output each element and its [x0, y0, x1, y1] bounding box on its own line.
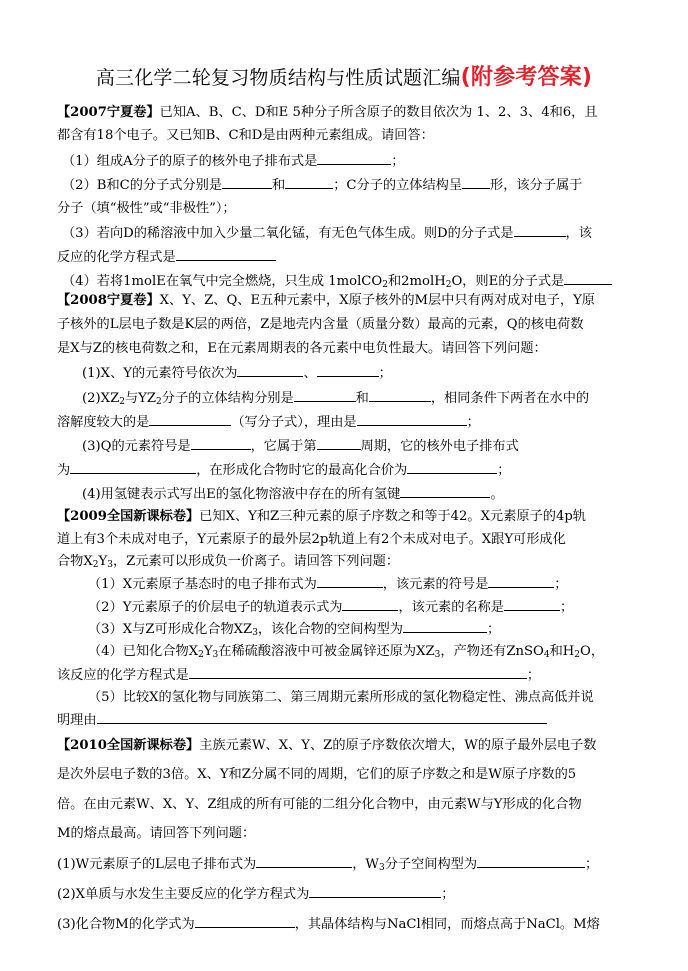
answer-blank	[317, 152, 391, 165]
q2009-question-5-cont: 明理由	[57, 711, 547, 730]
answer-blank	[403, 620, 487, 633]
answer-blank	[317, 575, 383, 588]
answer-blank	[400, 485, 490, 498]
answer-blank	[477, 855, 585, 868]
q2009-line-2: 道上有3个未成对电子，Y元素原子的最外层2p轨道上有2个未成对电子。X跟Y可形成化	[57, 532, 566, 547]
q2010-line-3: 倍。在由元素W、X、Y、Z组成的所有可能的二组分化合物中，由元素W与Y形成的化合物	[57, 797, 582, 812]
answer-blank	[462, 176, 490, 189]
answer-blank	[488, 575, 554, 588]
q2008-question-3: (3)Q的元素符号是 ，它属于第 周期，它的核外电子排布式	[82, 439, 519, 454]
q2007-line-1: 【2007宁夏卷】已知A、B、C、D和E 5种分子所含原子的数目依次为 1、2、3、4和6，且	[57, 105, 598, 120]
q2008-line-2: 子核外的L层电子数是K层的两倍，Z是地壳内含量（质量分数）最高的元素，Q的核电荷数	[57, 317, 584, 332]
title-main: 高三化学二轮复习物质结构与性质试题汇编	[95, 67, 461, 89]
answer-blank	[97, 711, 547, 724]
q2008-source: 【2008宁夏卷】	[57, 293, 160, 308]
q2010-question-3: (3)化合物M的化学式为 ，其晶体结构与NaCl相同，而熔点高于NaCl。M熔	[57, 917, 600, 932]
q2007-question-2-cont: 分子（填“极性”或“非极性”）；	[57, 201, 236, 216]
answer-blank	[514, 224, 566, 237]
q2008-question-3-cont: 为 ，在形成化合物时它的最高化合价为 ；	[57, 463, 511, 478]
q2007-question-3: （3）若向D的稀溶液中加入少量二氧化锰，有无色气体生成。则D的分子式是 ，该	[62, 226, 592, 241]
q2009-line-3: 合物$X_2Y_3$，Z元素可以形成负一价离子。请回答下列问题：	[57, 554, 400, 570]
answer-blank	[564, 272, 612, 285]
q2007-question-2: （2）B和C的分子式分别是 和 ；C分子的立体结构呈 形，该分子属于	[62, 178, 583, 193]
answer-blank	[222, 176, 272, 189]
answer-blank	[191, 437, 251, 450]
q2009-question-1: （1）X元素原子基态时的电子排布式为 ，该元素的符号是 ；	[88, 577, 568, 592]
q2008-question-4: (4)用氢键表示式写出E的氢化物溶液中存在的所有氢键 。	[82, 487, 504, 502]
q2008-line-3: 是X与Z的核电荷数之和，E在元素周期表的各元素中电负性最大。请回答下列问题：	[57, 341, 547, 356]
q2007-question-1: （1）组成A分子的原子的核外电子排布式是 ；	[62, 154, 405, 169]
answer-blank	[504, 598, 560, 611]
q2007-question-3-cont: 反应的化学方程式是	[57, 248, 276, 267]
q2008-question-2: $(2)XZ_2$与$YZ_2$分子的立体结构分别是 和 ，相同条件下两者在水中的	[82, 391, 590, 407]
answer-blank	[369, 389, 431, 402]
answer-blank	[309, 885, 441, 898]
answer-blank	[149, 413, 231, 426]
q2010-source: 【2010全国新课标卷】	[57, 738, 200, 753]
answer-blank	[357, 413, 467, 426]
q2009-source: 【2009全国新课标卷】	[57, 509, 200, 524]
answer-blank	[195, 915, 295, 928]
q2009-question-3: （3）X与Z可形成化合物$XZ_3$，该化合物的空间构型为 ；	[88, 622, 501, 638]
q2010-question-1: (1)W元素原子的L层电子排布式为 ，$W_3$分子空间构型为 ；	[57, 857, 599, 873]
q2009-question-2: （2）Y元素原子的价层电子的轨道表示式为 ，该元素的名称是 ；	[88, 600, 574, 615]
answer-blank	[317, 364, 379, 377]
q2010-line-2: 是次外层电子数的3倍。X、Y和Z分属不同的周期，它们的原子序数之和是W原子序数的5	[57, 767, 577, 782]
q2009-question-5: （5）比较X的氢化物与同族第二、第三周期元素所形成的氢化物稳定性、沸点高低并说	[88, 690, 594, 705]
q2007-question-4: （4）若将1molE在氧气中完全燃烧，只生成 1molCO$_2$和2molH$_2$O，则E的分子式是	[62, 272, 612, 291]
q2007-line-2: 都含有18个电子。又已知B、C和D是由两种元素组成。请回答：	[57, 128, 434, 143]
answer-blank	[176, 248, 276, 261]
answer-blank	[237, 364, 303, 377]
q2009-question-4: （4）已知化合物$X_2Y_3$在稀硫酸溶液中可被金属锌还原为$XZ_3$，产物还有ZnSO$_4$和$H_2O$，	[88, 644, 605, 660]
answer-blank	[294, 389, 356, 402]
q2008-question-2-cont: 溶解度较大的是 （写分子式），理由是 ；	[57, 415, 480, 430]
q2007-source: 【2007宁夏卷】	[57, 105, 160, 120]
answer-blank	[342, 598, 398, 611]
q2009-line-1: 【2009全国新课标卷】已知X、Y和Z三种元素的原子序数之和等于42。X元素原子的4p轨	[57, 509, 586, 524]
q2009-question-4-cont: 该反应的化学方程式是 ；	[57, 668, 541, 683]
q2010-line-4: M的熔点最高。请回答下列问题：	[57, 826, 256, 841]
answer-blank	[256, 855, 352, 868]
q2008-question-1: (1)X、Y的元素符号依次为 、 ；	[82, 366, 392, 381]
page-title	[0, 60, 688, 91]
q2008-line-1: 【2008宁夏卷】X、Y、Z、Q、E五种元素中，X原子核外的M层中只有两对成对电子，Y原	[57, 293, 595, 308]
answer-blank	[189, 666, 527, 679]
answer-blank	[407, 461, 497, 474]
answer-blank	[70, 461, 196, 474]
q2010-line-1: 【2010全国新课标卷】主族元素W、X、Y、Z的原子序数依次增大，W的原子最外层电子数	[57, 738, 597, 753]
q2010-question-2: (2)X单质与水发生主要反应的化学方程式为 ；	[57, 887, 455, 902]
answer-blank	[285, 176, 333, 189]
answer-blank	[317, 437, 361, 450]
title-answer-note: (附参考答案)	[460, 65, 593, 90]
